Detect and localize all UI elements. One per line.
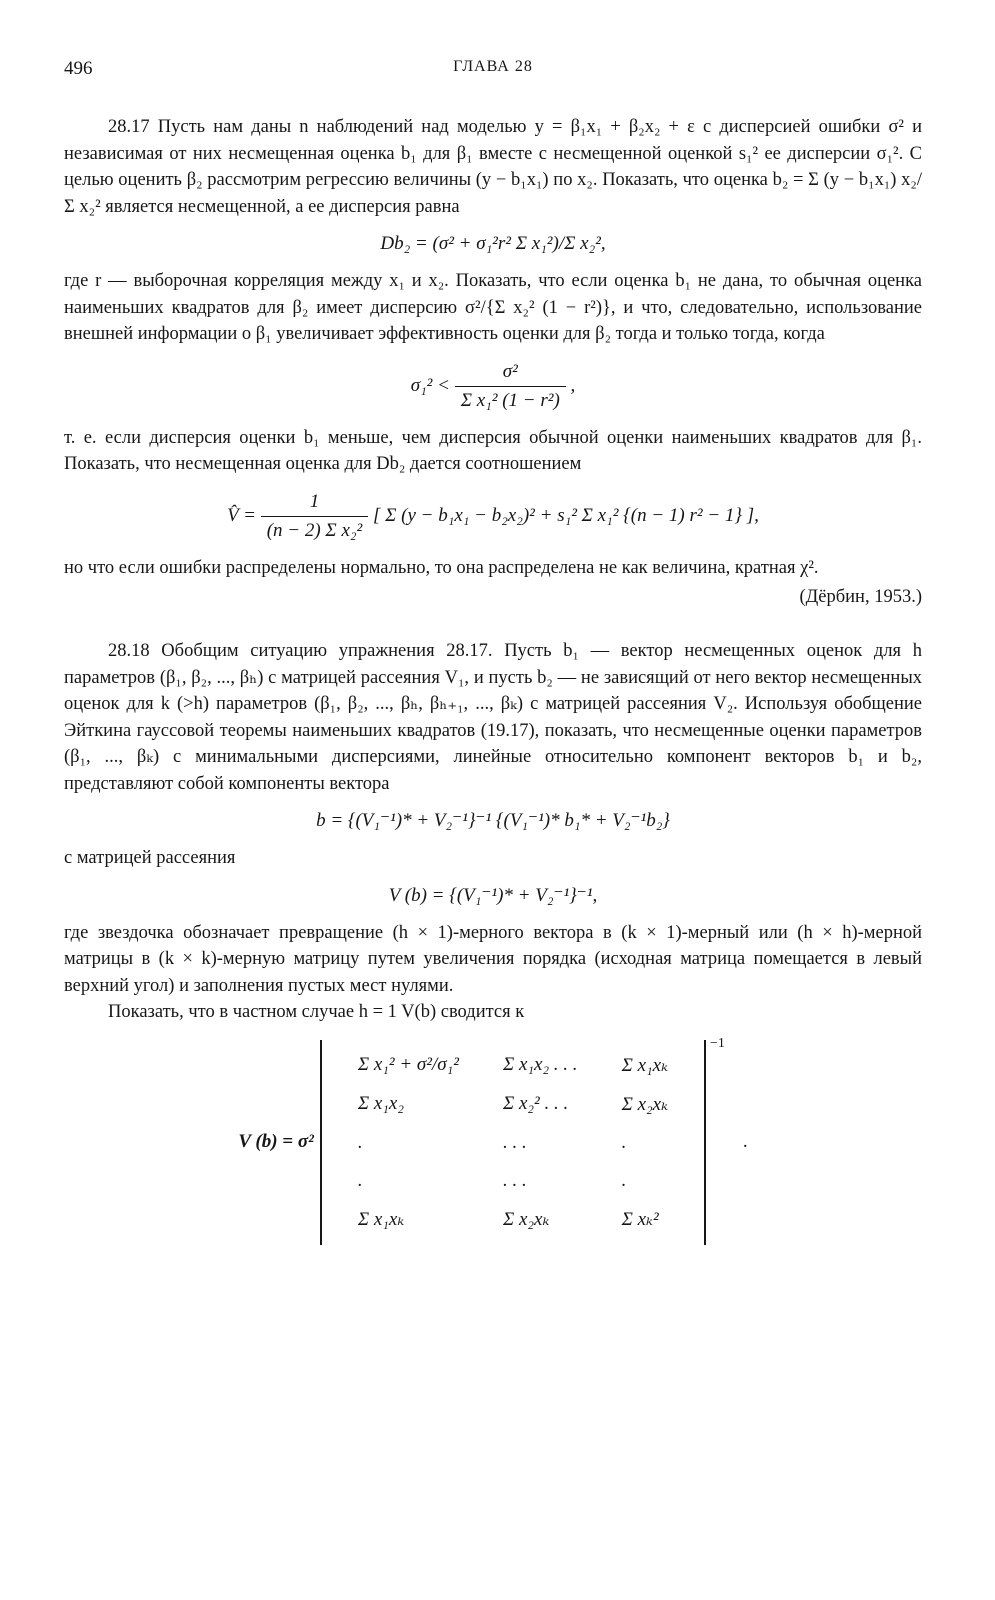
v-hat-fraction bbox=[261, 488, 369, 545]
inequality-tail: , bbox=[570, 374, 576, 396]
inequality-lhs: σ₁² < bbox=[410, 374, 450, 396]
equation-variance-b2: Db₂ = (σ² + σ₁²r² Σ x₁²)/Σ x₂², bbox=[380, 233, 606, 254]
equation-efficiency-condition bbox=[64, 358, 922, 415]
inequality-fraction bbox=[455, 358, 566, 415]
document-page bbox=[64, 58, 922, 1558]
exercise-28-17-condition: где r — выборочная корреляция между x₁ и x₂. Показать, что если оценка b₁ не дана, то обычная оценка наименьших квадратов для β₂ имеет дисперсию σ²/{Σ x₂² (1 − r²)}, и что, следовательно, использование внешней информации о β₁ увеличивает эффективность оценки для β₂ тогда и только тогда, когда bbox=[64, 271, 922, 344]
matrix-equation bbox=[64, 1035, 922, 1245]
matrix-row bbox=[336, 1200, 690, 1239]
matrix-tail: . bbox=[742, 1131, 748, 1152]
exercise-28-18-scatter-label: с матрицей рассеяния bbox=[64, 848, 236, 868]
exercise-28-18-star-note: где звездочка обозначает превращение (h × 1)-мерного вектора в (k × 1)-мерный или (h × h)-мерной матрицы в (k × k)-мерную матрицу путем увеличения порядка (исходная матрица помещается в левый верхний угол) и заполнения пустых мест нулями. bbox=[64, 922, 922, 996]
matrix-row bbox=[336, 1162, 690, 1200]
page-number: 496 bbox=[64, 58, 93, 79]
matrix-cell: Σ x₁xₖ bbox=[357, 1208, 405, 1230]
matrix-row bbox=[336, 1085, 690, 1124]
equation-scatter-matrix: V (b) = {(V₁⁻¹)* + V₂⁻¹}⁻¹, bbox=[388, 884, 598, 906]
matrix-cell: Σ x₂² . . . bbox=[502, 1093, 569, 1114]
matrix-cell: Σ x₂xₖ bbox=[502, 1208, 550, 1230]
matrix-row bbox=[336, 1046, 690, 1085]
citation: (Дёрбин, 1953.) bbox=[799, 587, 922, 607]
matrix-brackets bbox=[320, 1040, 706, 1245]
exercise-28-17-intro: 28.17 Пусть нам даны n наблюдений над моделью y = β₁x₁ + β₂x₂ + ε с дисперсией ошибки σ² и независимая от них несмещенная оценка b₁ для β₁ вместе с несмещенной оценкой s₁² ее дисперсии σ₁². С целью оценить β₂ рассмотрим регрессию величины (y − b₁x₁) по x₂. Показать, что оценка b₂ = Σ (y − b₁x₁) x₂/Σ x₂² является несмещенной, а ее дисперсия равна bbox=[64, 117, 922, 217]
matrix-cell: . bbox=[357, 1169, 363, 1191]
fraction-denominator: Σ x₁² (1 − r²) bbox=[460, 389, 560, 411]
matrix-cell: . bbox=[621, 1131, 627, 1153]
exercise-28-18-intro: 28.18 Обобщим ситуацию упражнения 28.17. Пусть b₁ — вектор несмещенных оценок для h параметров (β₁, β₂, ..., βₕ) с матрицей рассеяния V₁, и пусть b₂ — не зависящий от него вектор несмещенных оценок для k (>h) параметров (β₁, β₂, ..., βₕ, βₕ₊₁, ..., βₖ) с матрицей рассеяния V₂. Используя обобщение Эйткина гауссовой теоремы наименьших квадратов (19.17), показать, что несмещенные оценки параметров (β₁, ..., βₖ) с минимальными дисперсиями, линейные относительно компонент векторов b₁ и b₂, представляют собой компоненты вектора bbox=[64, 641, 922, 794]
v-hat-denominator: (n − 2) Σ x₂² bbox=[266, 519, 363, 541]
matrix-cell: Σ x₁² + σ²/σ₁² bbox=[357, 1054, 459, 1075]
chapter-title: ГЛАВА 28 bbox=[453, 58, 533, 75]
matrix-row bbox=[336, 1124, 690, 1162]
exercise-28-17-normal: но что если ошибки распределены нормально, то она распределена не как величина, кратная χ². bbox=[64, 557, 819, 578]
matrix-cell: . . . bbox=[502, 1169, 527, 1191]
matrix-lead: V (b) = σ² bbox=[238, 1131, 314, 1152]
exercise-28-18-special-case: Показать, что в частном случае h = 1 V(b) сводится к bbox=[108, 1002, 525, 1022]
matrix-exponent: −1 bbox=[710, 1035, 725, 1051]
matrix-table bbox=[336, 1046, 690, 1239]
matrix-cell: Σ x₁xₖ bbox=[621, 1054, 669, 1076]
matrix-cell: Σ x₁x₂ . . . bbox=[502, 1054, 578, 1075]
matrix-cell: . bbox=[621, 1169, 627, 1191]
matrix-cell: Σ x₁x₂ bbox=[357, 1093, 404, 1114]
matrix-cell: . bbox=[357, 1131, 363, 1153]
equation-vector-b: b = {(V₁⁻¹)* + V₂⁻¹}⁻¹ {(V₁⁻¹)* b₁* + V₂⁻¹b₂} bbox=[316, 810, 670, 831]
v-hat-rhs: [ Σ (y − b₁x₁ − b₂x₂)² + s₁² Σ x₁² {(n − 1) r² − 1} ], bbox=[372, 504, 759, 526]
exercise-28-17-unbiased: т. е. если дисперсия оценки b₁ меньше, чем дисперсия обычной оценки наименьших квадратов для β₁. Показать, что несмещенная оценка для Db₂ дается соотношением bbox=[64, 427, 922, 474]
equation-v-hat bbox=[64, 488, 922, 545]
matrix-cell: . . . bbox=[502, 1131, 527, 1153]
matrix-cell: Σ x₂xₖ bbox=[621, 1093, 669, 1115]
v-hat-numerator: 1 bbox=[261, 488, 369, 517]
v-hat-lhs: V̂ = bbox=[227, 504, 256, 526]
fraction-numerator: σ² bbox=[455, 358, 566, 387]
matrix-cell: Σ xₖ² bbox=[621, 1208, 659, 1230]
running-header bbox=[64, 58, 922, 88]
